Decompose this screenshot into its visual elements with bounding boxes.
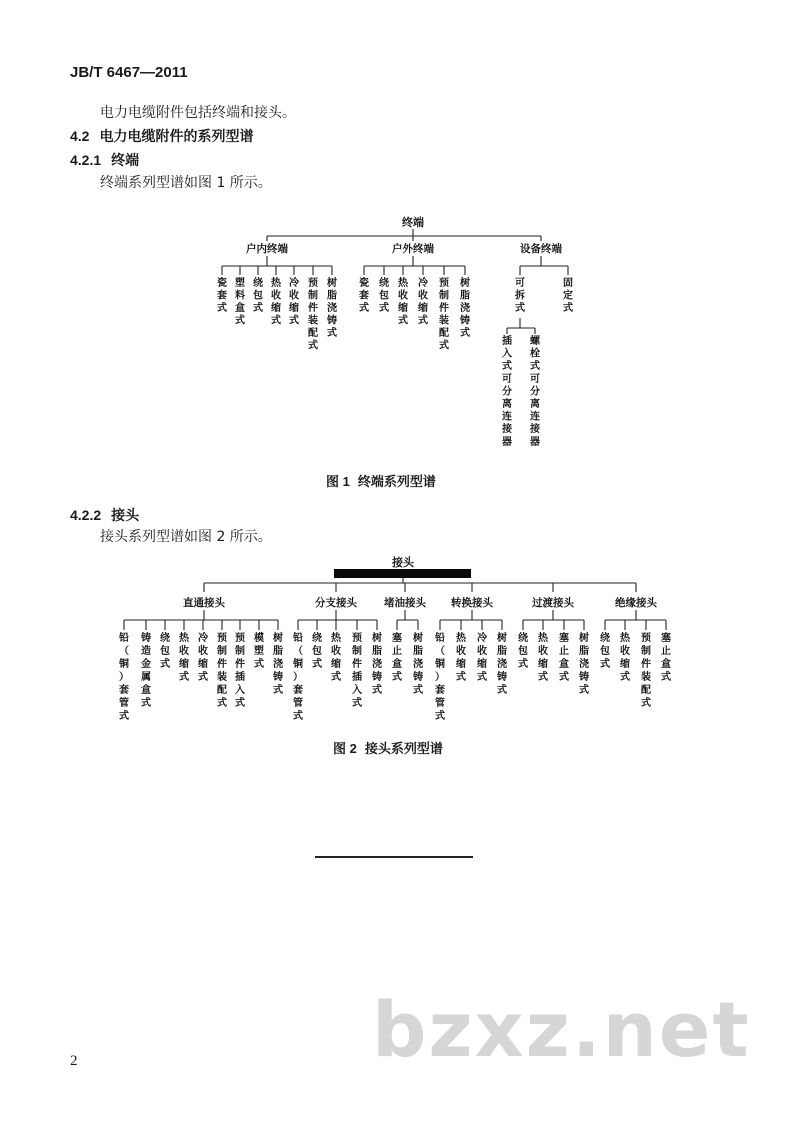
figure2-group-label: 直通接头 — [183, 597, 225, 609]
figure2-leaf-label: 树脂浇铸式 — [372, 633, 382, 696]
watermark: bzxz.net — [372, 985, 751, 1074]
figure1-leaf-label: 预制件装配式 — [439, 278, 449, 352]
figure2-leaf-label: 热收缩式 — [456, 633, 466, 683]
figure1-reference-text: 终端系列型谱如图 1 所示。 — [100, 175, 272, 191]
figure1-subleaf-label: 螺栓式可分离连接器 — [530, 336, 540, 448]
figure1-subleaf-label: 插入式可分离连接器 — [502, 336, 512, 448]
figure2-leaf-label: 塞止盒式 — [661, 633, 671, 683]
figure1-leaf-label: 固定式 — [563, 278, 573, 314]
figure1-leaf-label: 绕包式 — [379, 278, 389, 314]
figure2-leaf-label: 绕包式 — [312, 633, 322, 670]
figure2-root-bar — [334, 569, 471, 578]
figure2-leaf-label: 预制件插入式 — [352, 633, 362, 709]
figure1-leaf-label: 树脂浇铸式 — [327, 278, 337, 339]
figure2-leaf-label: 热收缩式 — [538, 633, 548, 683]
figure2-leaf-label: 树脂浇铸式 — [273, 633, 283, 696]
figure2-leaf-label: 铅（铜）套管式 — [435, 633, 445, 722]
figure2-caption — [333, 738, 443, 757]
figure2-leaf-label: 塞止盒式 — [559, 633, 569, 683]
figure2-leaf-label: 树脂浇铸式 — [413, 633, 423, 696]
heading-title: 接头 — [111, 508, 140, 524]
figure2-leaf-label: 预制件插入式 — [235, 633, 245, 709]
figure1-group-label: 设备终端 — [520, 243, 562, 255]
figure1-group-label: 户外终端 — [392, 243, 434, 255]
figure1-leaf-label: 瓷套式 — [359, 278, 369, 314]
figure2-root-label: 接头 — [392, 556, 414, 569]
figure2-leaf-label: 模塑式 — [254, 633, 264, 670]
heading-title: 终端 — [111, 153, 140, 169]
figure2-group-label: 转换接头 — [451, 597, 493, 609]
figure2-leaf-label: 冷收缩式 — [198, 633, 208, 683]
figure2-leaf-label: 热收缩式 — [620, 633, 630, 683]
figure1-caption-text: 终端系列型谱 — [357, 475, 436, 490]
figure2-leaf-label: 预制件装配式 — [641, 633, 651, 709]
figure2-leaf-label: 铅（铜）套管式 — [293, 633, 303, 722]
intro-paragraph: 电力电缆附件包括终端和接头。 — [100, 105, 296, 121]
heading-title: 电力电缆附件的系列型谱 — [99, 129, 254, 145]
heading-number: 4.2 — [70, 128, 90, 144]
figure2-reference-text: 接头系列型谱如图 2 所示。 — [100, 529, 272, 545]
figure2-caption-number: 图 2 — [333, 741, 357, 756]
figure1-group-label: 户内终端 — [246, 243, 288, 255]
figure2-leaf-label: 热收缩式 — [179, 633, 189, 683]
heading-number: 4.2.2 — [70, 507, 102, 523]
figure1-root-label: 终端 — [402, 216, 424, 229]
figure1-leaf-label: 热收缩式 — [271, 278, 281, 327]
figure1-leaf-label: 冷收缩式 — [289, 278, 299, 327]
figure1-leaf-label: 热收缩式 — [398, 278, 408, 327]
figure2-group-label: 绝缘接头 — [615, 597, 657, 609]
figure1-leaf-label: 预制件装配式 — [308, 278, 318, 352]
figure2-leaf-label: 塞止盒式 — [392, 633, 402, 683]
figure2-leaf-label: 铸造金属盒式 — [141, 633, 151, 709]
figure2-leaf-label: 铅（铜）套管式 — [119, 633, 129, 722]
figure2-leaf-label: 预制件装配式 — [217, 633, 227, 709]
figure2-group-label: 堵油接头 — [384, 597, 426, 609]
figure1-leaf-label: 冷收缩式 — [418, 278, 428, 327]
figure1-leaf-label: 绕包式 — [253, 278, 263, 314]
end-rule — [315, 856, 473, 858]
figure2-leaf-label: 冷收缩式 — [477, 633, 487, 683]
standard-number: JB/T 6467—2011 — [70, 64, 188, 81]
heading-number: 4.2.1 — [70, 152, 102, 168]
figure1-caption-number: 图 1 — [326, 474, 350, 489]
figure1-leaf-label: 瓷套式 — [217, 278, 227, 314]
page-number: 2 — [70, 1053, 78, 1069]
figure2-leaf-label: 树脂浇铸式 — [497, 633, 507, 696]
figure2-group-label: 过渡接头 — [532, 597, 574, 609]
figure2-leaf-label: 绕包式 — [160, 633, 170, 670]
figure2-caption-text: 接头系列型谱 — [364, 742, 443, 757]
figure1-leaf-label: 可拆式 — [515, 278, 525, 314]
figure2-leaf-label: 树脂浇铸式 — [579, 633, 589, 696]
figure2-leaf-label: 绕包式 — [518, 633, 528, 670]
figure1-leaf-label: 树脂浇铸式 — [460, 278, 470, 339]
figure2-leaf-label: 热收缩式 — [331, 633, 341, 683]
figure2-group-label: 分支接头 — [315, 597, 357, 609]
figure2-leaf-label: 绕包式 — [600, 633, 610, 670]
figure1-leaf-label: 塑料盒式 — [235, 278, 245, 327]
